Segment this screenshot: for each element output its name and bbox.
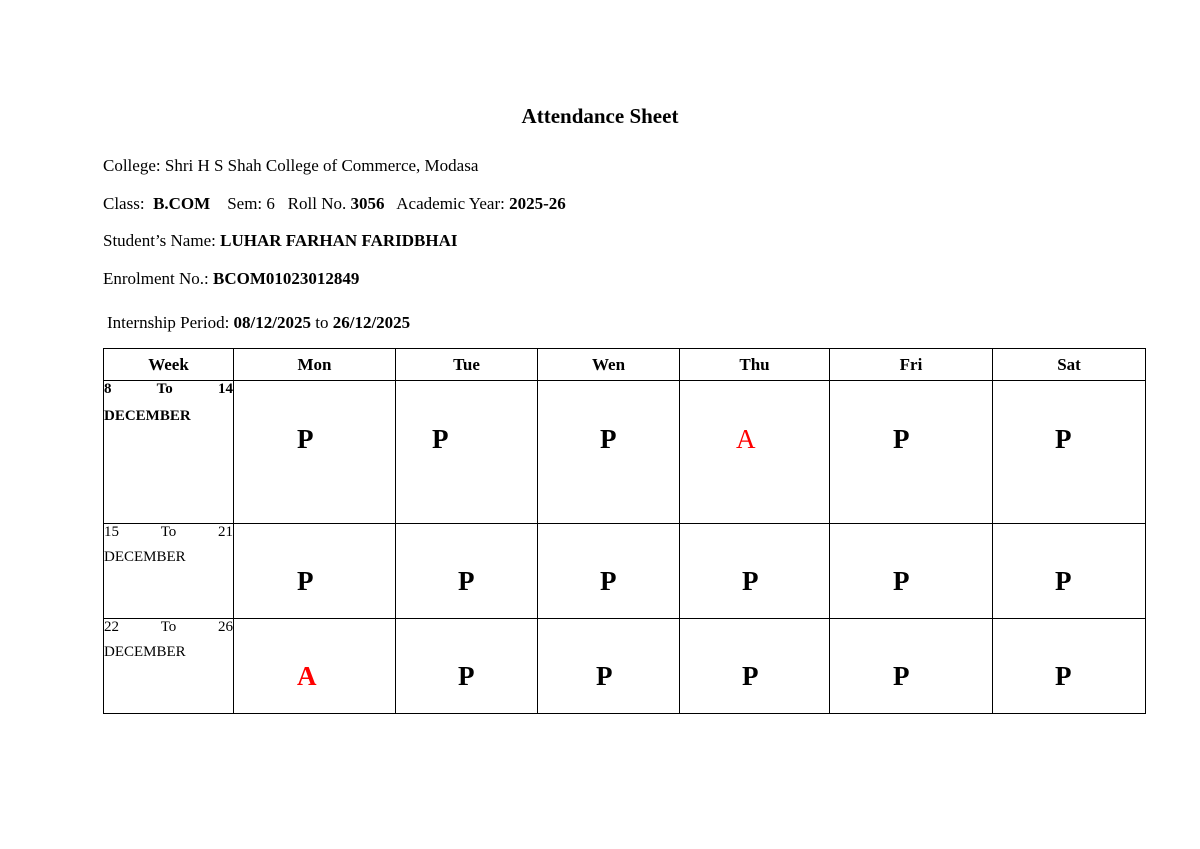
attendance-cell <box>538 619 680 714</box>
week-cell <box>104 524 234 619</box>
header-tue: Tue <box>396 349 538 381</box>
attendance-cell <box>830 524 993 619</box>
attendance-cell <box>234 619 396 714</box>
attendance-mark: P <box>600 424 617 454</box>
enrolment-label: Enrolment No.: <box>103 269 209 288</box>
academic-year-label: Academic Year: <box>396 194 505 213</box>
roll-value: 3056 <box>350 194 385 213</box>
internship-label: Internship Period: <box>107 313 230 332</box>
attendance-cell <box>680 619 830 714</box>
table-row <box>104 524 1146 619</box>
week-from: 22 <box>104 619 119 635</box>
attendance-cell <box>234 381 396 524</box>
attendance-cell <box>396 619 538 714</box>
header-fri: Fri <box>830 349 993 381</box>
header-week: Week <box>104 349 234 381</box>
attendance-mark: A <box>297 661 317 691</box>
attendance-mark: P <box>596 661 613 691</box>
week-to: 21 <box>218 524 233 540</box>
header-thu: Thu <box>680 349 830 381</box>
attendance-mark: P <box>432 424 449 454</box>
student-name: LUHAR FARHAN FARIDBHAI <box>220 231 458 250</box>
table-row <box>104 381 1146 524</box>
header-wen: Wen <box>538 349 680 381</box>
class-line <box>103 194 566 214</box>
week-to: 26 <box>218 619 233 635</box>
week-range <box>104 524 233 541</box>
attendance-mark: P <box>1055 424 1072 454</box>
attendance-cell <box>538 524 680 619</box>
week-range <box>104 619 233 636</box>
class-value: B.COM <box>153 194 211 213</box>
attendance-mark: P <box>297 424 314 454</box>
internship-line <box>107 313 410 333</box>
week-from: 8 <box>104 381 112 397</box>
attendance-mark: P <box>893 661 910 691</box>
attendance-cell <box>993 381 1146 524</box>
internship-to: 26/12/2025 <box>332 313 411 332</box>
header-mon: Mon <box>234 349 396 381</box>
attendance-cell <box>396 524 538 619</box>
week-to-word: To <box>160 524 177 540</box>
enrolment-number: BCOM01023012849 <box>213 269 360 288</box>
attendance-mark: A <box>736 424 756 454</box>
week-month: DECEMBER <box>104 549 186 565</box>
table-header-row <box>104 349 1146 381</box>
attendance-mark: P <box>458 661 475 691</box>
sem-label: Sem: <box>227 194 263 213</box>
attendance-mark: P <box>742 566 759 596</box>
week-cell <box>104 381 234 524</box>
attendance-cell <box>680 381 830 524</box>
page-title: Attendance Sheet <box>521 104 679 128</box>
attendance-cell <box>993 524 1146 619</box>
class-label: Class: <box>103 194 145 213</box>
college-line <box>103 156 478 176</box>
week-from: 15 <box>104 524 119 540</box>
attendance-table <box>103 348 1146 714</box>
week-month: DECEMBER <box>104 408 191 424</box>
college-label: College: <box>103 156 161 175</box>
internship-to-word: to <box>315 313 329 332</box>
table-row <box>104 619 1146 714</box>
attendance-mark: P <box>742 661 759 691</box>
attendance-cell <box>830 619 993 714</box>
attendance-cell <box>234 524 396 619</box>
student-line <box>103 231 457 251</box>
attendance-mark: P <box>1055 566 1072 596</box>
attendance-mark: P <box>893 566 910 596</box>
week-to-word: To <box>156 381 173 397</box>
week-range <box>104 381 233 398</box>
attendance-cell <box>993 619 1146 714</box>
roll-label: Roll No. <box>287 194 347 213</box>
attendance-mark: P <box>893 424 910 454</box>
attendance-cell <box>830 381 993 524</box>
attendance-mark: P <box>600 566 617 596</box>
academic-year-value: 2025-26 <box>509 194 566 213</box>
enrolment-line <box>103 269 359 289</box>
student-label: Student’s Name: <box>103 231 216 250</box>
week-to-word: To <box>160 619 177 635</box>
attendance-mark: P <box>297 566 314 596</box>
sem-value: 6 <box>266 194 275 213</box>
week-to: 14 <box>217 381 233 397</box>
college-value: Shri H S Shah College of Commerce, Modasa <box>164 156 479 175</box>
internship-from: 08/12/2025 <box>233 313 311 332</box>
attendance-cell <box>396 381 538 524</box>
attendance-mark: P <box>458 566 475 596</box>
header-sat: Sat <box>993 349 1146 381</box>
attendance-cell <box>680 524 830 619</box>
attendance-cell <box>538 381 680 524</box>
week-cell <box>104 619 234 714</box>
week-month: DECEMBER <box>104 644 186 660</box>
attendance-mark: P <box>1055 661 1072 691</box>
